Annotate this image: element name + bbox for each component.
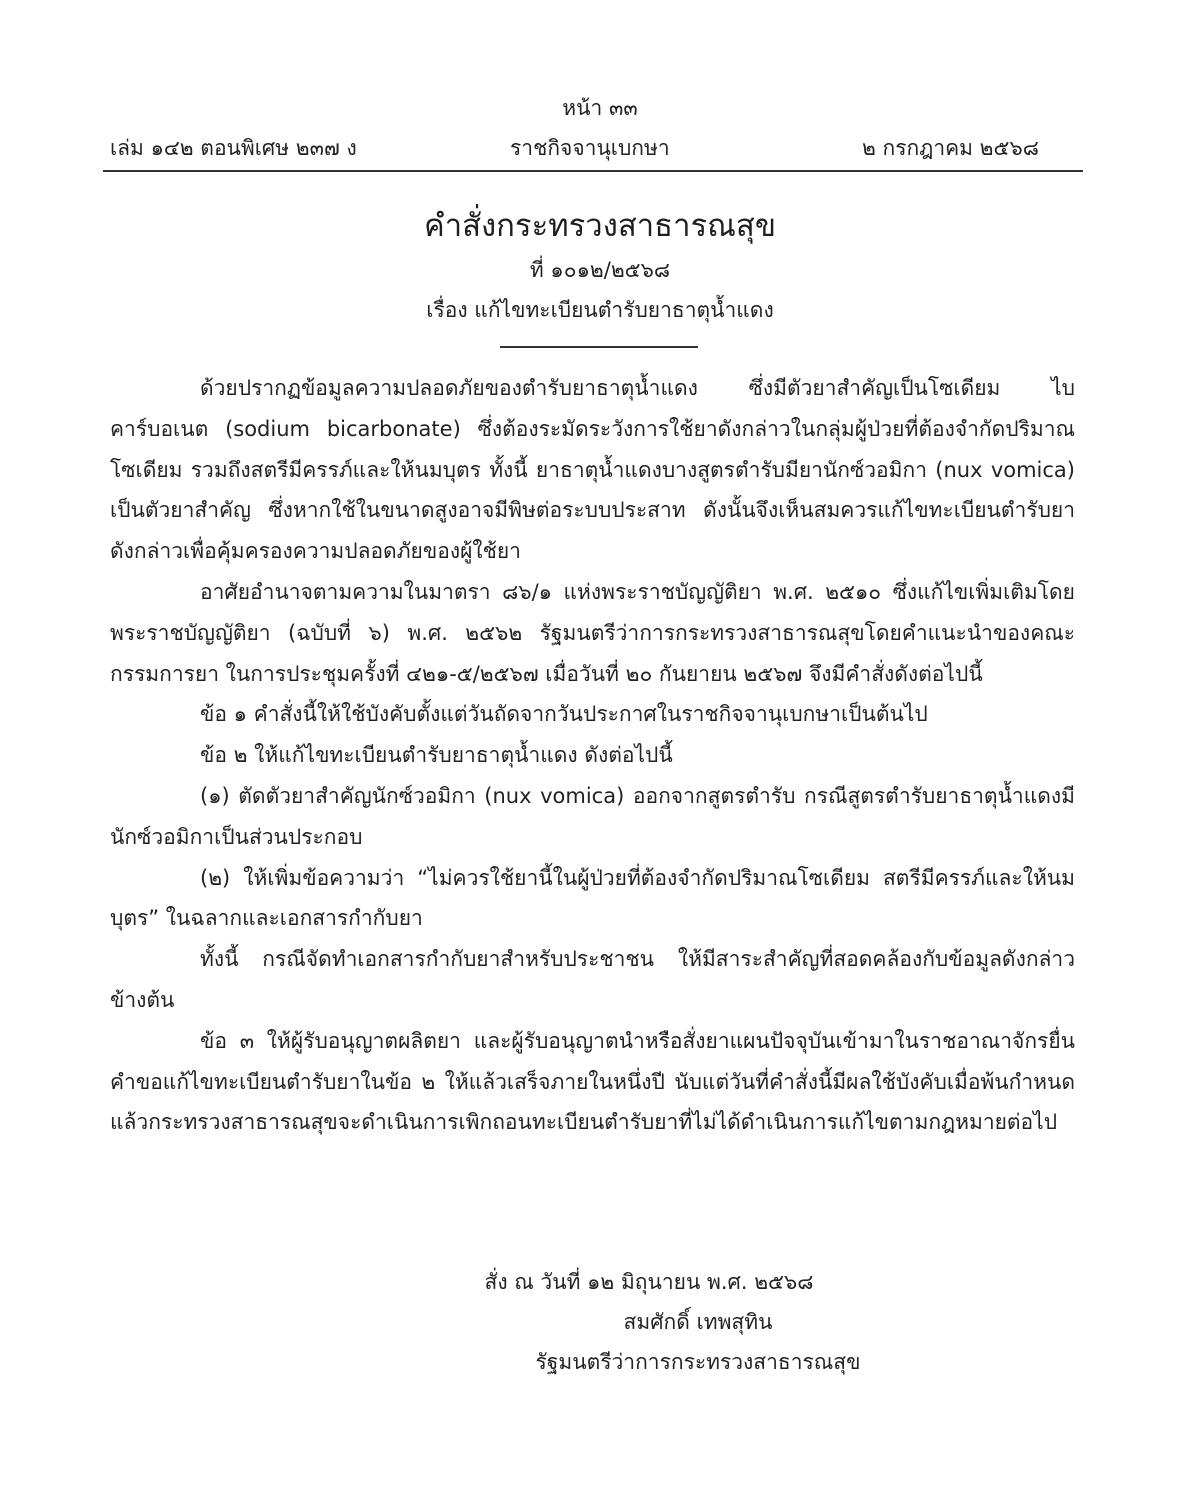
title-divider <box>500 346 698 348</box>
paragraph-clause-2-note: ทั้งนี้ กรณีจัดทำเอกสารกำกับยาสำหรับประชาชน ให้มีสาระสำคัญที่สอดคล้องกับข้อมูลดังกล่าวข้างต้น <box>110 947 1075 1012</box>
paragraph-clause-2-item-2: (๒) ให้เพิ่มข้อความว่า “ไม่ควรใช้ยานี้ในผู้ป่วยที่ต้องจำกัดปริมาณโซเดียม สตรีมีครรภ์และให้นมบุตร” ในฉลากและเอกสารกำกับยา <box>110 865 1075 931</box>
paragraph-authority: อาศัยอำนาจตามความในมาตรา ๘๖/๑ แห่งพระราชบัญญัติยา พ.ศ. ๒๕๑๐ ซึ่งแก้ไขเพิ่มเติมโดยพระราชบัญญัติยา (ฉบับที่ ๖) พ.ศ. ๒๕๖๒ รัฐมนตรีว่าการกระทรวงสาธารณสุขโดยคำแนะนำของคณะกรรมการยา ในการประชุมครั้งที่ ๔๒๑-๕/๒๕๖๗ เมื่อวันที่ ๒๐ กันยายน ๒๕๖๗ จึงมีคำสั่งดังต่อไปนี้ <box>110 579 1075 686</box>
order-subject: เรื่อง แก้ไขทะเบียนตำรับยาธาตุน้ำแดง <box>426 298 774 322</box>
paragraph-clause-1: ข้อ ๑ คำสั่งนี้ให้ใช้บังคับตั้งแต่วันถัดจากวันประกาศในราชกิจจานุเบกษาเป็นต้นไป <box>200 702 928 727</box>
page-number: หน้า ๓๓ <box>562 96 638 120</box>
signature-date: สั่ง ณ วันที่ ๑๒ มิถุนายน พ.ศ. ๒๕๖๘ <box>484 1270 814 1294</box>
paragraph-clause-3: ข้อ ๓ ให้ผู้รับอนุญาตผลิตยา และผู้รับอนุญาตนำหรือสั่งยาแผนปัจจุบันเข้ามาในราชอาณาจักรยื่นคำขอแก้ไขทะเบียนตำรับยาในข้อ ๒ ให้แล้วเสร็จภายในหนึ่งปี นับแต่วันที่คำสั่งนี้มีผลใช้บังคับเมื่อพ้นกำหนดแล้วกระทรวงสาธารณสุขจะดำเนินการเพิกถอนทะเบียนตำรับยาที่ไม่ได้ดำเนินการแก้ไขตามกฎหมายต่อไป <box>110 1028 1075 1135</box>
publication-date: ๒ กรกฎาคม ๒๕๖๘ <box>862 136 1039 160</box>
paragraph-clause-2-item-1: (๑) ตัดตัวยาสำคัญนักซ์วอมิกา (nux vomica) ออกจากสูตรตำรับ กรณีสูตรตำรับยาธาตุน้ำแดงมีนักซ์วอมิกาเป็นส่วนประกอบ <box>110 783 1075 849</box>
gazette-name: ราชกิจจานุเบกษา <box>510 136 670 160</box>
volume-issue: เล่ม ๑๔๒ ตอนพิเศษ ๒๓๗ ง <box>110 136 357 160</box>
document-title: คำสั่งกระทรวงสาธารณสุข <box>423 208 777 244</box>
order-number: ที่ ๑๐๑๒/๒๕๖๘ <box>529 258 671 282</box>
paragraph-preamble: ด้วยปรากฏข้อมูลความปลอดภัยของตำรับยาธาตุน้ำแดง ซึ่งมีตัวยาสำคัญเป็นโซเดียม ไบคาร์บอเนต (sodium bicarbonate) ซึ่งต้องระมัดระวังการใช้ยาดังกล่าวในกลุ่มผู้ป่วยที่ต้องจำกัดปริมาณโซเดียม รวมถึงสตรีมีครรภ์และให้นมบุตร ทั้งนี้ ยาธาตุน้ำแดงบางสูตรตำรับมียานักซ์วอมิกา (nux vomica) เป็นตัวยาสำคัญ ซึ่งหากใช้ในขนาดสูงอาจมีพิษต่อระบบประสาท ดังนั้นจึงเห็นสมควรแก้ไขทะเบียนตำรับยาดังกล่าวเพื่อคุ้มครองความปลอดภัยของผู้ใช้ยา <box>110 376 1075 564</box>
paragraph-clause-2: ข้อ ๒ ให้แก้ไขทะเบียนตำรับยาธาตุน้ำแดง ดังต่อไปนี้ <box>200 743 673 768</box>
signature-block <box>0 1262 1200 1382</box>
header-divider <box>103 170 1083 172</box>
signatory-name: สมศักดิ์ เทพสุทิน <box>623 1310 773 1334</box>
order-body <box>110 368 1075 1143</box>
signatory-position: รัฐมนตรีว่าการกระทรวงสาธารณสุข <box>535 1350 861 1374</box>
